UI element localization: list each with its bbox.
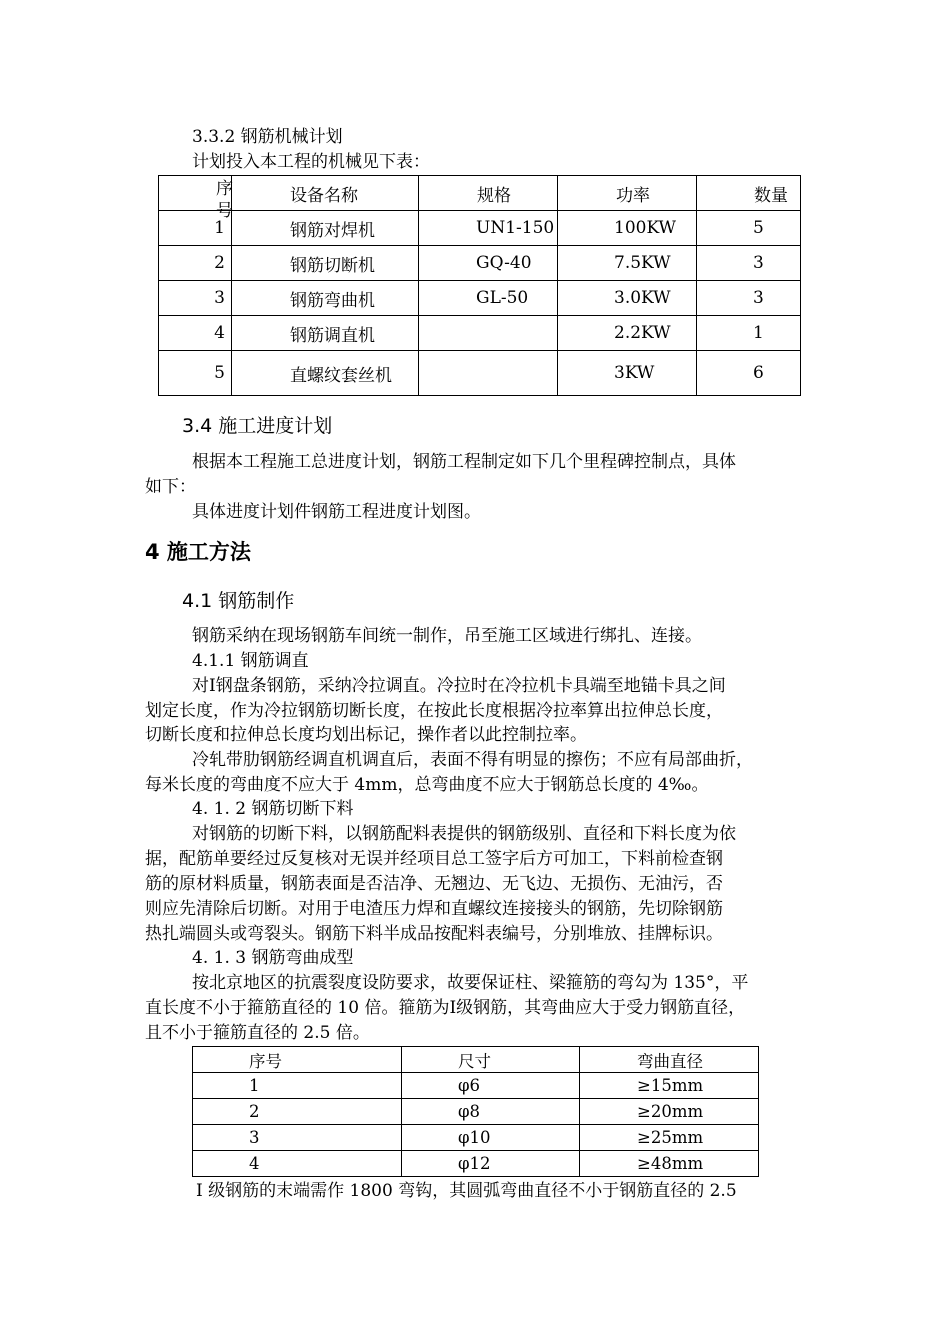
paragraph-line: 对Ⅰ钢盘条钢筋，采纳冷拉调直。冷拉时在冷拉机卡具端至地锚卡具之间 [192, 676, 726, 696]
table-cell: 4 [193, 1151, 402, 1177]
table-cell: 1 [697, 316, 801, 351]
paragraph-line: Ⅰ 级钢筋的末端需作 1800 弯钩，其圆弧弯曲直径不小于钢筋直径的 2.5 [196, 1181, 737, 1201]
paragraph-line: 冷轧带肋钢筋经调直机调直后，表面不得有明显的擦伤；不应有局部曲折， [192, 750, 753, 770]
section-heading-4-1-1: 4.1.1 钢筋调直 [192, 651, 309, 671]
paragraph-line: 钢筋采纳在现场钢筋车间统一制作，吊至施工区域进行绑扎、连接。 [192, 626, 702, 646]
table-cell: 钢筋弯曲机 [232, 281, 419, 316]
header-spec-label: 规格 [477, 185, 511, 206]
table-row [193, 1099, 759, 1125]
table-row [159, 351, 801, 396]
section-heading-4-1-3: 4. 1. 3 钢筋弯曲成型 [192, 948, 354, 968]
section-heading-4: 4 施工方法 [145, 540, 251, 564]
table-cell: 4 [159, 316, 232, 351]
header-cell [419, 176, 558, 211]
section-heading-4-1-2: 4. 1. 2 钢筋切断下料 [192, 799, 354, 819]
table-cell: 1 [193, 1073, 402, 1099]
table-cell: 100KW [558, 211, 697, 246]
section-heading-4-1: 4.1 钢筋制作 [182, 590, 295, 612]
header-cell: 弯曲直径 [580, 1047, 759, 1073]
table-cell: 3.0KW [558, 281, 697, 316]
table-cell: ≥15mm [580, 1073, 759, 1099]
table-cell: 2.2KW [558, 316, 697, 351]
table-cell: 钢筋切断机 [232, 246, 419, 281]
table-cell: 钢筋调直机 [232, 316, 419, 351]
paragraph-line: 对钢筋的切断下料，以钢筋配料表提供的钢筋级别、直径和下料长度为依 [192, 824, 736, 844]
table-intro: 计划投入本工程的机械见下表： [192, 152, 430, 172]
table-cell: 5 [697, 211, 801, 246]
table-cell [419, 351, 558, 396]
header-cell: 序号 [193, 1047, 402, 1073]
table-cell: φ12 [402, 1151, 580, 1177]
paragraph-line: 据，配筋单要经过反复核对无误并经项目总工签字后方可加工，下料前检查钢 [145, 849, 723, 869]
paragraph-line: 如下： [145, 477, 196, 497]
equipment-table [158, 175, 801, 396]
header-cell [159, 176, 233, 221]
paragraph-line: 筋的原材料质量，钢筋表面是否洁净、无翘边、无飞边、无损伤、无油污，否 [145, 874, 723, 894]
table-cell: φ10 [402, 1125, 580, 1151]
table-cell: ≥48mm [580, 1151, 759, 1177]
table-cell: 3 [159, 281, 232, 316]
header-seq-label: 序号 [216, 179, 233, 221]
table-row [193, 1073, 759, 1099]
table-cell: 直螺纹套丝机 [232, 351, 419, 396]
paragraph-line: 直长度不小于箍筋直径的 10 倍。箍筋为Ⅰ级钢筋，其弯曲应大于受力钢筋直径， [145, 998, 746, 1018]
paragraph-line: 切断长度和拉伸总长度均划出标记，操作者以此控制拉率。 [145, 725, 587, 745]
table-row [193, 1125, 759, 1151]
table-row [159, 211, 801, 246]
table-header-row [159, 176, 801, 211]
table-cell: 5 [159, 351, 232, 396]
table-header-row [193, 1047, 759, 1073]
header-cell: 尺寸 [402, 1047, 580, 1073]
table-cell: 1 [159, 211, 232, 246]
table-cell: 3 [697, 281, 801, 316]
table-cell: 2 [193, 1099, 402, 1125]
table-cell: 3 [193, 1125, 402, 1151]
bend-diameter-table [192, 1046, 759, 1177]
table-cell: 3 [697, 246, 801, 281]
table-cell: GQ-40 [419, 246, 558, 281]
header-qty-label: 数量 [754, 185, 788, 206]
header-name-label: 设备名称 [290, 185, 358, 206]
table-row [193, 1151, 759, 1177]
table-cell: 7.5KW [558, 246, 697, 281]
paragraph-line: 按北京地区的抗震裂度设防要求，故要保证柱、梁箍筋的弯勾为 135°，平 [192, 973, 749, 993]
header-cell [697, 176, 801, 211]
table-cell: 钢筋对焊机 [232, 211, 419, 246]
table-row [159, 281, 801, 316]
table-cell: 2 [159, 246, 232, 281]
table-cell: ≥20mm [580, 1099, 759, 1125]
header-cell [232, 176, 419, 211]
paragraph-line: 根据本工程施工总进度计划，钢筋工程制定如下几个里程碑控制点，具体 [192, 452, 736, 472]
paragraph-line: 则应先清除后切断。对用于电渣压力焊和直螺纹连接接头的钢筋，先切除钢筋 [145, 899, 723, 919]
table-cell: 3KW [558, 351, 697, 396]
paragraph-line: 每米长度的弯曲度不应大于 4mm，总弯曲度不应大于钢筋总长度的 4‰。 [145, 775, 709, 795]
table-cell: φ6 [402, 1073, 580, 1099]
table-cell: φ8 [402, 1099, 580, 1125]
header-power-label: 功率 [616, 185, 650, 206]
table-cell: GL-50 [419, 281, 558, 316]
table-row [159, 316, 801, 351]
table-cell: ≥25mm [580, 1125, 759, 1151]
table-cell: UN1-150 [419, 211, 558, 246]
table-cell: 6 [697, 351, 801, 396]
section-heading-3-4: 3.4 施工进度计划 [182, 415, 333, 437]
paragraph-line: 且不小于箍筋直径的 2.5 倍。 [145, 1023, 370, 1043]
header-cell [558, 176, 697, 211]
paragraph-line: 热扎端圆头或弯裂头。钢筋下料半成品按配料表编号，分别堆放、挂牌标识。 [145, 924, 723, 944]
table-cell [419, 316, 558, 351]
section-heading-3-3-2: 3.3.2 钢筋机械计划 [192, 127, 343, 147]
table-row [159, 246, 801, 281]
paragraph-line: 具体进度计划件钢筋工程进度计划图。 [192, 502, 481, 522]
paragraph-line: 划定长度，作为冷拉钢筋切断长度，在按此长度根据冷拉率算出拉伸总长度， [145, 701, 723, 721]
